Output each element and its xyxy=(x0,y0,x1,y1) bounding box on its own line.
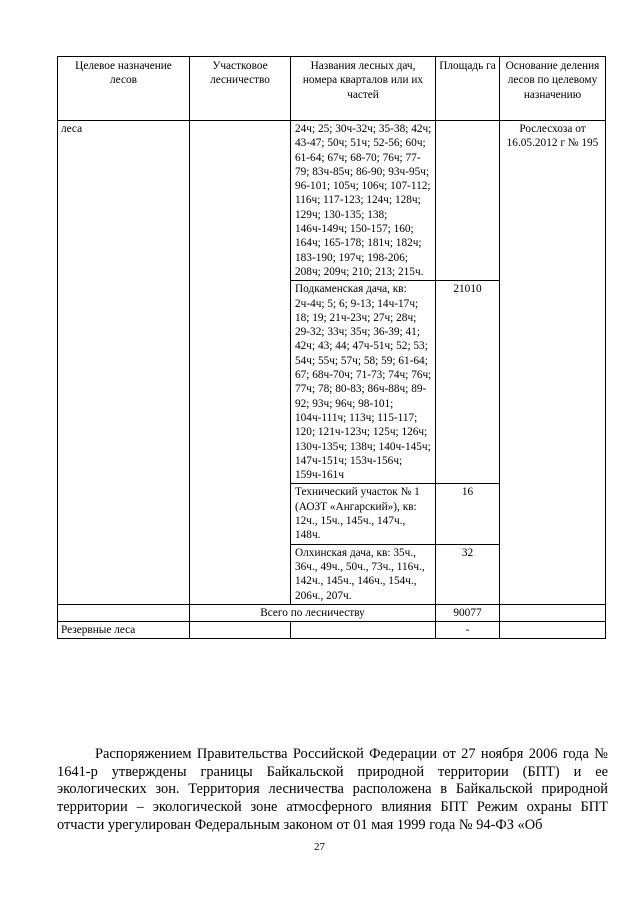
table-total-row xyxy=(58,604,606,621)
cell-total-empty xyxy=(58,604,190,621)
cell-technical-plot-area: 16 xyxy=(436,484,500,544)
cell-technical-plot-names: Технический участок № 1 (АОЗТ «Ангарский»), кв: 12ч., 15ч., 145ч., 147ч., 148ч. xyxy=(291,484,436,544)
cell-olkhinskaya-names: Олхинская дача, кв: 35ч., 36ч., 49ч., 50ч., 73ч., 116ч., 142ч., 145ч., 146ч., 154ч., 206ч., 207ч. xyxy=(291,544,436,604)
cell-basis: Рослесхоза от 16.05.2012 г № 195 xyxy=(500,121,606,605)
header-district: Участковое лесничество xyxy=(190,57,291,121)
header-area: Площадь га xyxy=(436,57,500,121)
table-row xyxy=(58,121,606,281)
cell-reserve-label: Резервные леса xyxy=(58,622,190,639)
cell-purpose: леса xyxy=(58,121,190,605)
page-number: 27 xyxy=(314,841,325,853)
cell-quarters-list: 24ч; 25; 30ч-32ч; 35-38; 42ч; 43-47; 50ч; 51ч; 52-56; 60ч; 61-64; 67ч; 68-70; 76ч; 77-79; 83ч-85ч; 86-90; 93ч-95ч; 96-101; 105ч; 106ч; 107-112; 116ч; 117-123; 124ч; 128ч; 129ч; 130-135; 138; 146ч-149ч; 150-157; 160; 164ч; 165-178; 181ч; 182ч; 183-190; 197ч; 198-206; 208ч; 209ч; 210; 213; 215ч. xyxy=(291,121,436,281)
cell-olkhinskaya-area: 32 xyxy=(436,544,500,604)
cell-area-empty xyxy=(436,121,500,281)
cell-district xyxy=(190,121,291,605)
cell-reserve-area: - xyxy=(436,622,500,639)
table-reserve-row xyxy=(58,622,606,639)
body-text xyxy=(57,746,608,835)
table-header-row xyxy=(58,57,606,121)
header-basis: Основание деления лесов по целевому назначению xyxy=(500,57,606,121)
cell-reserve-district-empty xyxy=(190,622,291,639)
forest-purpose-table xyxy=(57,56,606,639)
cell-podkamenskaya-names: Подкаменская дача, кв: 2ч-4ч; 5; 6; 9-13; 14ч-17ч; 18; 19; 21ч-23ч; 27ч; 28ч; 29-32; 33ч; 35ч; 36-39; 41; 42ч; 43; 44; 47ч-51ч; 52; 53; 54ч; 55ч; 57ч; 58; 59; 61-64; 67; 68ч-70ч; 71-73; 74ч; 76ч; 77ч; 78; 80-83; 86ч-88ч; 89-92; 93ч; 96ч; 98-101; 104ч-111ч; 113ч; 115-117; 120; 121ч-123ч; 125ч; 126ч; 130ч-135ч; 138ч; 140ч-145ч; 147ч-151ч; 153ч-156ч; 159ч-161ч xyxy=(291,281,436,484)
cell-reserve-basis-empty xyxy=(500,622,606,639)
paragraph: Распоряжением Правительства Российской Федерации от 27 ноября 2006 года № 1641-р утверждены границы Байкальской природной территории (БПТ) и ее экологических зон. Территория лесничества расположена в Байкальской природной территории – экологической зоне атмосферного влияния БПТ Режим охраны БПТ отчасти урегулирован Федеральным законом от 01 мая 1999 года № 94-ФЗ «Об xyxy=(57,746,608,833)
cell-total-area: 90077 xyxy=(436,604,500,621)
cell-podkamenskaya-area: 21010 xyxy=(436,281,500,484)
cell-reserve-names-empty xyxy=(291,622,436,639)
header-purpose: Целевое назначение лесов xyxy=(58,57,190,121)
cell-total-basis-empty xyxy=(500,604,606,621)
cell-total-label: Всего по лесничеству xyxy=(190,604,436,621)
header-names: Названия лесных дач, номера кварталов или их частей xyxy=(291,57,436,121)
